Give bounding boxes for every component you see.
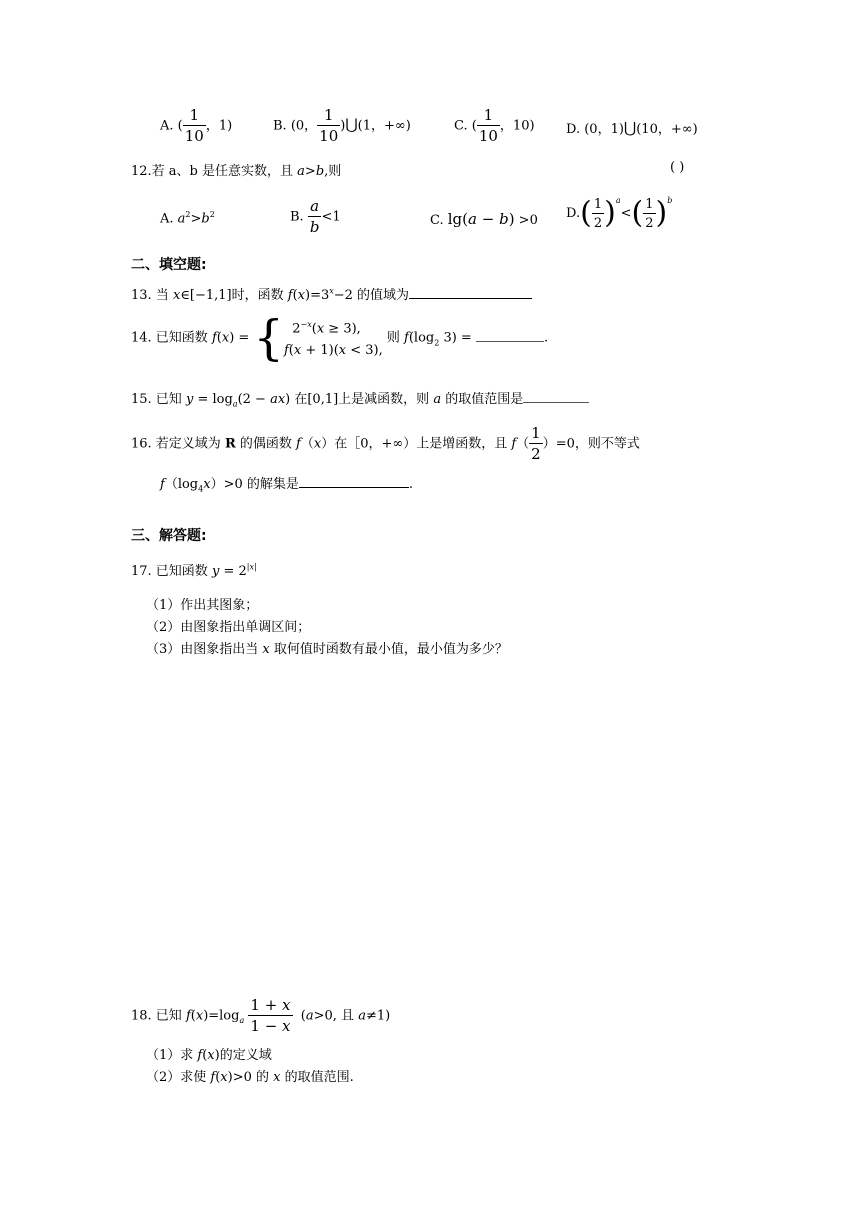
section-fill-in-title: 二、填空题: <box>131 257 207 273</box>
q17-part1: （1）作出其图象； <box>146 598 259 613</box>
q18-part1: （1）求 f(x)的定义域 <box>146 1048 272 1063</box>
q11-option-c: C. ( $\frac{1}{10}$ ，10) <box>454 106 535 145</box>
q12-option-a: A. $a^2>b^2$ <box>160 210 215 227</box>
q17-part2: （2）由图象指出单调区间； <box>146 620 311 635</box>
q12-answer-paren: ( ) <box>670 160 685 175</box>
q12-option-d: D.( $\frac{1}{2}$ )$^a$<( $\frac{1}{2}$ )$^b$ <box>566 195 673 231</box>
q18-stem: 18. 已知 $f(x)=\log_a$ $\frac{1 + x}{1 - x}$ (a>0, 且 a≠1) <box>131 996 391 1035</box>
q18-part2: （2）求使 f(x)>0 的 x 的取值范围. <box>146 1070 354 1085</box>
q16-line1: 16. 若定义域为 R 的偶函数 f（x）在［0，+∞）上是增函数，且 f（ $\frac{1}{2}$ ）=0，则不等式 <box>131 424 640 463</box>
q12-stem: 12.若 a、b 是任意实数，且 a>b,则 <box>131 164 342 179</box>
q11-option-a: A. ( $\frac{1}{10}$ ，1) <box>160 106 233 145</box>
q14-text: 14. 已知函数 f(x) = { $2^{-x}(x \ge 3)$, f(x + 1)(x < 3), 则 $f(\log_2$ 3) = . <box>131 310 549 367</box>
section-solve-title: 三、解答题: <box>131 528 207 544</box>
q13-text: 13. 当 x∈[−1,1]时，函数 $f(x)=3^x-2$ 的值域为 <box>131 284 532 303</box>
q12-option-c: C. lg(a − b) >0 <box>430 210 538 228</box>
q12-option-b: B. $\frac{a}{b}$ <1 <box>290 197 341 236</box>
q11-option-b: B. (0， $\frac{1}{10}$ )⋃(1，+∞) <box>273 106 411 145</box>
q16-line2: $f(\log_4x)>0$ 的解集是 . <box>160 477 413 494</box>
q17-stem: 17. 已知函数 $y = 2^{|x|}$ <box>131 562 257 579</box>
q11-option-d: D. (0，1)⋃(10，+∞) <box>566 119 698 137</box>
q17-part3: （3）由图象指出当 x 取何值时函数有最小值，最小值为多少？ <box>146 642 508 657</box>
q15-text: 15. 已知 $y = \log_a(2 - ax)$ 在[0,1]上是减函数，则 a 的取值范围是 <box>131 388 589 409</box>
